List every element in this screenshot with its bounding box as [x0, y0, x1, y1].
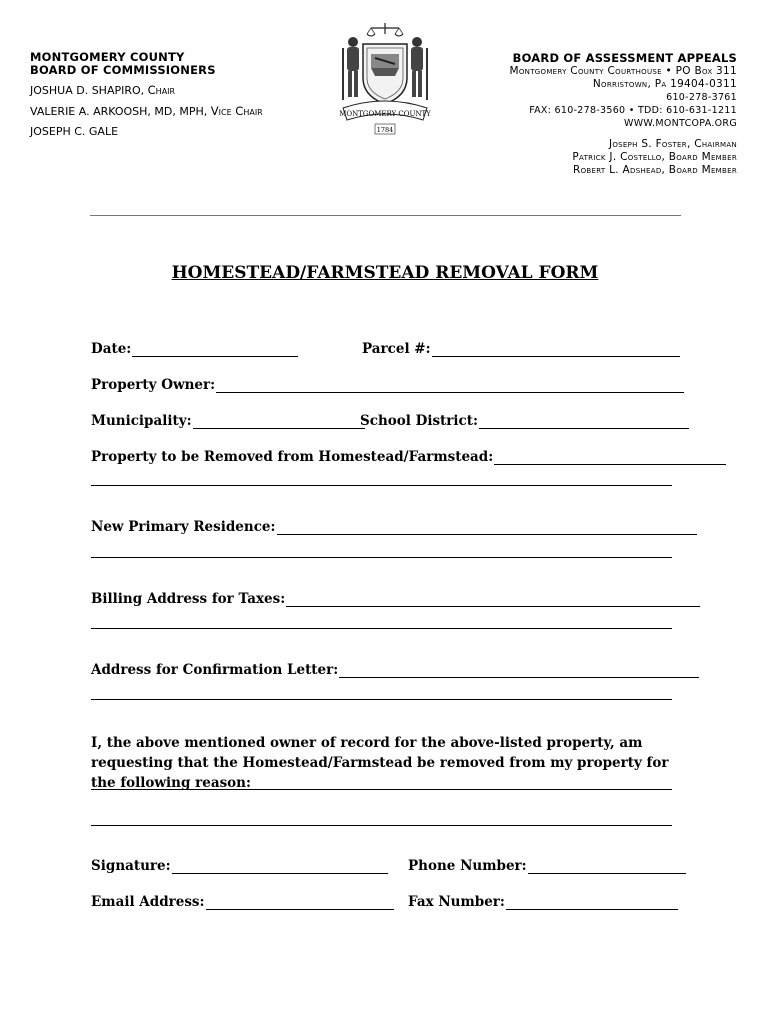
municipality-field[interactable] [91, 413, 365, 429]
property-removed-blank[interactable] [494, 452, 726, 465]
email-address-label: Email Address: [91, 894, 205, 910]
school-district-field[interactable] [360, 413, 689, 429]
phone-number-label: Phone Number: [408, 858, 527, 874]
seal-year: 1784 [376, 126, 394, 134]
property-removed-line-2[interactable] [91, 485, 672, 486]
commissioner-2: VALERIE A. ARKOOSH, MD, MPH, Vice Chair [30, 104, 263, 118]
removal-statement: I, the above mentioned owner of record for the above-listed property, am requesting that the Homestead/Farmstead be removed from my property for the following reason: [91, 735, 669, 791]
parcel-label: Parcel #: [362, 341, 431, 357]
date-field[interactable] [91, 341, 298, 357]
commissioners-org-line1: MONTGOMERY COUNTY [30, 50, 185, 64]
property-removed-label: Property to be Removed from Homestead/Farmstead: [91, 449, 494, 465]
appeals-phone: 610-278-3761 [666, 92, 737, 103]
email-address-field[interactable] [91, 894, 394, 910]
county-seal-logo [337, 20, 433, 144]
phone-number-field[interactable] [408, 858, 686, 874]
school-district-label: School District: [360, 413, 478, 429]
billing-address-line-2[interactable] [91, 628, 672, 629]
new-residence-line-2[interactable] [91, 557, 672, 558]
reason-line-2[interactable] [91, 825, 672, 826]
property-owner-field[interactable] [91, 377, 684, 393]
form-title: HOMESTEAD/FARMSTEAD REMOVAL FORM [171, 263, 599, 283]
municipality-blank[interactable] [193, 416, 365, 429]
parcel-blank[interactable] [432, 344, 680, 357]
appeals-fax-tdd: FAX: 610-278-3560 • TDD: 610-631-1211 [529, 105, 737, 116]
date-blank[interactable] [132, 344, 298, 357]
new-residence-blank[interactable] [277, 522, 697, 535]
seal-ribbon-text: MONTGOMERY COUNTY [339, 110, 431, 118]
signature-label: Signature: [91, 858, 171, 874]
confirmation-address-blank[interactable] [339, 665, 699, 678]
parcel-field[interactable] [362, 341, 680, 357]
fax-number-blank[interactable] [506, 897, 678, 910]
date-label: Date: [91, 341, 132, 357]
commissioners-header [30, 51, 330, 139]
new-residence-field[interactable] [91, 519, 697, 535]
billing-address-field[interactable] [91, 591, 700, 607]
appeals-website: WWW.MONTCOPA.ORG [624, 118, 737, 129]
appeals-address-line1: Montgomery County Courthouse • PO Box 311 [509, 65, 737, 77]
school-district-blank[interactable] [479, 416, 689, 429]
appeals-address-line2: Norristown, Pa 19404-0311 [592, 78, 737, 90]
board-member-3: Robert L. Adshead, Board Member [573, 164, 737, 176]
assessment-appeals-header [457, 51, 737, 177]
new-residence-label: New Primary Residence: [91, 519, 276, 535]
confirmation-address-line-2[interactable] [91, 699, 672, 700]
confirmation-address-field[interactable] [91, 662, 699, 678]
fax-number-label: Fax Number: [408, 894, 505, 910]
confirmation-address-label: Address for Confirmation Letter: [91, 662, 339, 678]
commissioner-1: JOSHUA D. SHAPIRO, Chair [30, 83, 176, 97]
board-member-1: Joseph S. Foster, Chairman [608, 138, 737, 150]
reason-line-1[interactable] [91, 789, 672, 790]
phone-number-blank[interactable] [528, 861, 686, 874]
signature-field[interactable] [91, 858, 388, 874]
board-member-2: Patrick J. Costello, Board Member [572, 151, 737, 163]
commissioner-3: JOSEPH C. GALE [30, 125, 119, 138]
billing-address-blank[interactable] [286, 594, 700, 607]
billing-address-label: Billing Address for Taxes: [91, 591, 286, 607]
appeals-org-name: BOARD OF ASSESSMENT APPEALS [512, 51, 737, 65]
municipality-label: Municipality: [91, 413, 192, 429]
email-address-blank[interactable] [206, 897, 394, 910]
property-owner-label: Property Owner: [91, 377, 216, 393]
signature-blank[interactable] [172, 861, 388, 874]
fax-number-field[interactable] [408, 894, 678, 910]
commissioners-org-line2: BOARD OF COMMISSIONERS [30, 63, 216, 77]
header-divider [90, 215, 681, 216]
property-owner-blank[interactable] [216, 380, 684, 393]
property-removed-field[interactable] [91, 449, 726, 465]
